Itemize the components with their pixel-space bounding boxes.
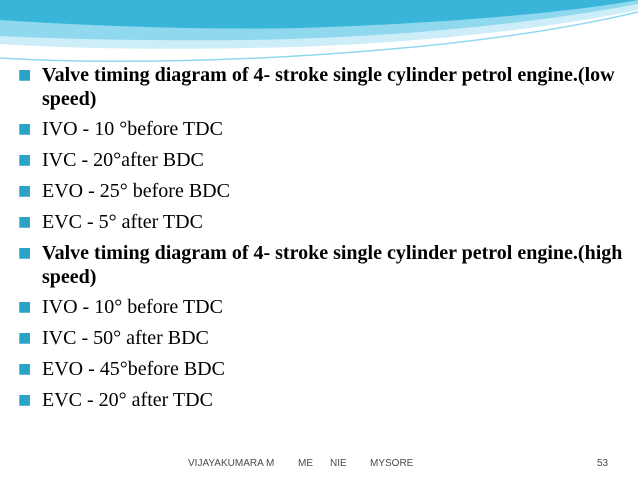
item-text: IVO - 10 °before TDC <box>42 118 223 140</box>
list-item-evc-high <box>18 388 628 412</box>
item-text: EVC - 20° after TDC <box>42 389 213 411</box>
list-item-evo-high <box>18 357 628 381</box>
slide-footer <box>0 456 638 472</box>
item-text: Valve timing diagram of 4- stroke single cylinder petrol engine.(high speed) <box>42 242 623 288</box>
footer-dept: ME <box>298 458 313 469</box>
item-text: EVO - 45°before BDC <box>42 358 225 380</box>
square-bullet-icon: ■ <box>18 245 32 261</box>
list-item-ivc-high <box>18 326 628 350</box>
square-bullet-icon: ■ <box>18 183 32 199</box>
square-bullet-icon: ■ <box>18 361 32 377</box>
square-bullet-icon: ■ <box>18 214 32 230</box>
square-bullet-icon: ■ <box>18 392 32 408</box>
list-item-ivo-low <box>18 117 628 141</box>
list-item-ivc-low <box>18 148 628 172</box>
square-bullet-icon: ■ <box>18 152 32 168</box>
bullet-list <box>18 63 628 419</box>
footer-city: MYSORE <box>370 458 414 469</box>
page-number: 53 <box>597 458 609 469</box>
item-text: IVC - 50° after BDC <box>42 327 209 349</box>
item-text: EVO - 25° before BDC <box>42 180 230 202</box>
square-bullet-icon: ■ <box>18 67 32 83</box>
item-text: Valve timing diagram of 4- stroke single cylinder petrol engine.(low speed) <box>42 64 615 110</box>
item-text: IVO - 10° before TDC <box>42 296 223 318</box>
list-item-heading-high-speed <box>18 241 628 289</box>
footer-author: VIJAYAKUMARA M <box>188 458 275 469</box>
footer-college: NIE <box>330 458 347 469</box>
item-text: EVC - 5° after TDC <box>42 211 203 233</box>
header-wave-decoration <box>0 0 638 72</box>
list-item-heading-low-speed <box>18 63 628 111</box>
list-item-evc-low <box>18 210 628 234</box>
square-bullet-icon: ■ <box>18 121 32 137</box>
list-item-evo-low <box>18 179 628 203</box>
square-bullet-icon: ■ <box>18 330 32 346</box>
square-bullet-icon: ■ <box>18 299 32 315</box>
item-text: IVC - 20°after BDC <box>42 149 204 171</box>
list-item-ivo-high <box>18 295 628 319</box>
